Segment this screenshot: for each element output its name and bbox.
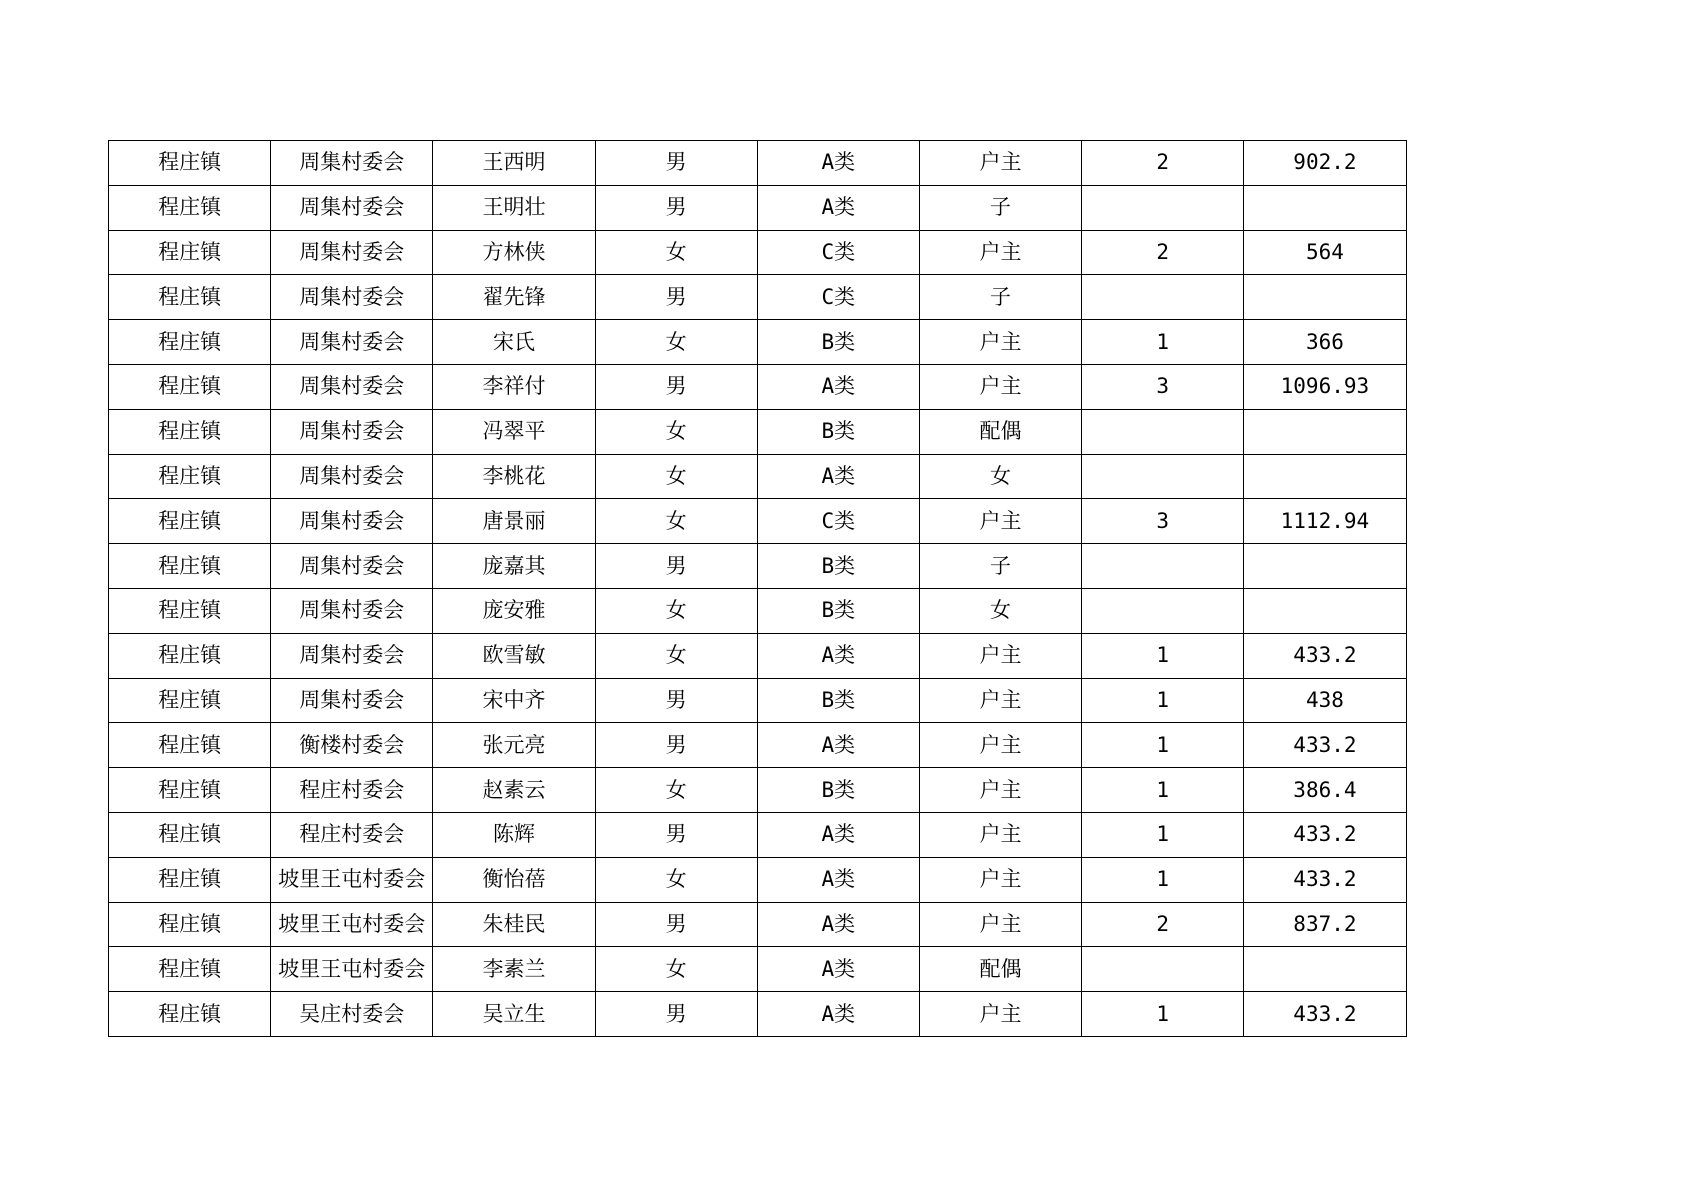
village-committee-cell: 吴庄村委会 xyxy=(271,992,433,1037)
relation-cell: 子 xyxy=(919,544,1081,589)
category-cell: B类 xyxy=(757,678,919,723)
table-row xyxy=(109,320,1407,365)
gender-cell: 女 xyxy=(595,230,757,275)
household-size-cell xyxy=(1082,947,1244,992)
table-row xyxy=(109,857,1407,902)
village-committee-cell: 程庄村委会 xyxy=(271,768,433,813)
household-size-cell: 1 xyxy=(1082,768,1244,813)
town-cell: 程庄镇 xyxy=(109,454,271,499)
village-committee-cell: 周集村委会 xyxy=(271,633,433,678)
village-committee-cell: 周集村委会 xyxy=(271,454,433,499)
amount-cell xyxy=(1244,185,1406,230)
category-cell: A类 xyxy=(757,633,919,678)
amount-cell xyxy=(1244,409,1406,454)
name-cell: 宋氏 xyxy=(433,320,595,365)
table-row xyxy=(109,992,1407,1037)
village-committee-cell: 周集村委会 xyxy=(271,320,433,365)
table-row xyxy=(109,141,1407,186)
village-committee-cell: 周集村委会 xyxy=(271,364,433,409)
gender-cell: 女 xyxy=(595,320,757,365)
household-size-cell xyxy=(1082,185,1244,230)
amount-cell: 1096.93 xyxy=(1244,364,1406,409)
category-cell: A类 xyxy=(757,947,919,992)
household-size-cell: 3 xyxy=(1082,499,1244,544)
village-committee-cell: 程庄村委会 xyxy=(271,812,433,857)
amount-cell: 1112.94 xyxy=(1244,499,1406,544)
gender-cell: 男 xyxy=(595,364,757,409)
gender-cell: 男 xyxy=(595,678,757,723)
relation-cell: 女 xyxy=(919,588,1081,633)
gender-cell: 男 xyxy=(595,812,757,857)
relation-cell: 户主 xyxy=(919,992,1081,1037)
gender-cell: 女 xyxy=(595,633,757,678)
village-committee-cell: 周集村委会 xyxy=(271,588,433,633)
gender-cell: 男 xyxy=(595,275,757,320)
town-cell: 程庄镇 xyxy=(109,723,271,768)
amount-cell xyxy=(1244,454,1406,499)
category-cell: A类 xyxy=(757,992,919,1037)
relation-cell: 户主 xyxy=(919,230,1081,275)
table-row xyxy=(109,499,1407,544)
name-cell: 欧雪敏 xyxy=(433,633,595,678)
town-cell: 程庄镇 xyxy=(109,185,271,230)
gender-cell: 男 xyxy=(595,141,757,186)
amount-cell: 564 xyxy=(1244,230,1406,275)
amount-cell: 433.2 xyxy=(1244,992,1406,1037)
category-cell: C类 xyxy=(757,499,919,544)
amount-cell: 366 xyxy=(1244,320,1406,365)
household-size-cell: 2 xyxy=(1082,230,1244,275)
town-cell: 程庄镇 xyxy=(109,409,271,454)
relation-cell: 户主 xyxy=(919,678,1081,723)
amount-cell: 433.2 xyxy=(1244,857,1406,902)
village-committee-cell: 周集村委会 xyxy=(271,409,433,454)
relation-cell: 配偶 xyxy=(919,409,1081,454)
town-cell: 程庄镇 xyxy=(109,768,271,813)
name-cell: 方林侠 xyxy=(433,230,595,275)
gender-cell: 女 xyxy=(595,768,757,813)
amount-cell: 433.2 xyxy=(1244,723,1406,768)
table-row xyxy=(109,812,1407,857)
amount-cell: 902.2 xyxy=(1244,141,1406,186)
village-committee-cell: 坡里王屯村委会 xyxy=(271,947,433,992)
town-cell: 程庄镇 xyxy=(109,857,271,902)
gender-cell: 男 xyxy=(595,544,757,589)
household-size-cell: 1 xyxy=(1082,320,1244,365)
name-cell: 朱桂民 xyxy=(433,902,595,947)
amount-cell: 438 xyxy=(1244,678,1406,723)
town-cell: 程庄镇 xyxy=(109,633,271,678)
amount-cell: 433.2 xyxy=(1244,633,1406,678)
town-cell: 程庄镇 xyxy=(109,230,271,275)
table-row xyxy=(109,947,1407,992)
relation-cell: 户主 xyxy=(919,902,1081,947)
relation-cell: 女 xyxy=(919,454,1081,499)
gender-cell: 女 xyxy=(595,947,757,992)
category-cell: A类 xyxy=(757,364,919,409)
relation-cell: 户主 xyxy=(919,141,1081,186)
town-cell: 程庄镇 xyxy=(109,992,271,1037)
amount-cell: 837.2 xyxy=(1244,902,1406,947)
relation-cell: 户主 xyxy=(919,320,1081,365)
household-size-cell xyxy=(1082,588,1244,633)
table-row xyxy=(109,454,1407,499)
town-cell: 程庄镇 xyxy=(109,812,271,857)
amount-cell xyxy=(1244,544,1406,589)
name-cell: 翟先锋 xyxy=(433,275,595,320)
gender-cell: 男 xyxy=(595,902,757,947)
name-cell: 赵素云 xyxy=(433,768,595,813)
relation-cell: 户主 xyxy=(919,633,1081,678)
name-cell: 冯翠平 xyxy=(433,409,595,454)
category-cell: B类 xyxy=(757,768,919,813)
name-cell: 宋中齐 xyxy=(433,678,595,723)
household-size-cell: 1 xyxy=(1082,723,1244,768)
gender-cell: 男 xyxy=(595,723,757,768)
amount-cell xyxy=(1244,947,1406,992)
name-cell: 李祥付 xyxy=(433,364,595,409)
category-cell: A类 xyxy=(757,454,919,499)
town-cell: 程庄镇 xyxy=(109,947,271,992)
gender-cell: 女 xyxy=(595,409,757,454)
village-committee-cell: 周集村委会 xyxy=(271,230,433,275)
category-cell: B类 xyxy=(757,320,919,365)
household-size-cell: 1 xyxy=(1082,812,1244,857)
amount-cell: 386.4 xyxy=(1244,768,1406,813)
table-row xyxy=(109,275,1407,320)
household-size-cell: 2 xyxy=(1082,141,1244,186)
amount-cell xyxy=(1244,275,1406,320)
relation-cell: 配偶 xyxy=(919,947,1081,992)
village-committee-cell: 周集村委会 xyxy=(271,678,433,723)
table-row xyxy=(109,723,1407,768)
beneficiary-table xyxy=(108,140,1407,1037)
town-cell: 程庄镇 xyxy=(109,678,271,723)
table-row xyxy=(109,409,1407,454)
name-cell: 张元亮 xyxy=(433,723,595,768)
category-cell: B类 xyxy=(757,544,919,589)
name-cell: 吴立生 xyxy=(433,992,595,1037)
table-row xyxy=(109,678,1407,723)
village-committee-cell: 周集村委会 xyxy=(271,544,433,589)
category-cell: A类 xyxy=(757,141,919,186)
name-cell: 李桃花 xyxy=(433,454,595,499)
town-cell: 程庄镇 xyxy=(109,275,271,320)
table-row xyxy=(109,364,1407,409)
household-size-cell: 1 xyxy=(1082,857,1244,902)
gender-cell: 女 xyxy=(595,454,757,499)
table-row xyxy=(109,544,1407,589)
relation-cell: 户主 xyxy=(919,364,1081,409)
household-size-cell xyxy=(1082,544,1244,589)
table-row xyxy=(109,633,1407,678)
town-cell: 程庄镇 xyxy=(109,364,271,409)
town-cell: 程庄镇 xyxy=(109,544,271,589)
category-cell: B类 xyxy=(757,588,919,633)
household-size-cell: 1 xyxy=(1082,678,1244,723)
household-size-cell xyxy=(1082,454,1244,499)
table-row xyxy=(109,588,1407,633)
gender-cell: 女 xyxy=(595,499,757,544)
village-committee-cell: 周集村委会 xyxy=(271,499,433,544)
gender-cell: 男 xyxy=(595,992,757,1037)
table-row xyxy=(109,902,1407,947)
town-cell: 程庄镇 xyxy=(109,141,271,186)
relation-cell: 户主 xyxy=(919,857,1081,902)
name-cell: 陈辉 xyxy=(433,812,595,857)
name-cell: 衡怡蓓 xyxy=(433,857,595,902)
relation-cell: 子 xyxy=(919,185,1081,230)
name-cell: 庞嘉其 xyxy=(433,544,595,589)
category-cell: C类 xyxy=(757,230,919,275)
gender-cell: 女 xyxy=(595,588,757,633)
relation-cell: 户主 xyxy=(919,723,1081,768)
village-committee-cell: 坡里王屯村委会 xyxy=(271,857,433,902)
table-row xyxy=(109,185,1407,230)
amount-cell: 433.2 xyxy=(1244,812,1406,857)
household-size-cell: 3 xyxy=(1082,364,1244,409)
table-body xyxy=(109,141,1407,1037)
category-cell: A类 xyxy=(757,185,919,230)
name-cell: 王西明 xyxy=(433,141,595,186)
household-size-cell xyxy=(1082,275,1244,320)
category-cell: C类 xyxy=(757,275,919,320)
household-size-cell: 2 xyxy=(1082,902,1244,947)
name-cell: 庞安雅 xyxy=(433,588,595,633)
village-committee-cell: 周集村委会 xyxy=(271,141,433,186)
category-cell: A类 xyxy=(757,902,919,947)
category-cell: B类 xyxy=(757,409,919,454)
relation-cell: 户主 xyxy=(919,812,1081,857)
village-committee-cell: 衡楼村委会 xyxy=(271,723,433,768)
table-row xyxy=(109,230,1407,275)
category-cell: A类 xyxy=(757,812,919,857)
household-size-cell: 1 xyxy=(1082,992,1244,1037)
village-committee-cell: 周集村委会 xyxy=(271,275,433,320)
gender-cell: 男 xyxy=(595,185,757,230)
village-committee-cell: 周集村委会 xyxy=(271,185,433,230)
amount-cell xyxy=(1244,588,1406,633)
name-cell: 唐景丽 xyxy=(433,499,595,544)
town-cell: 程庄镇 xyxy=(109,499,271,544)
relation-cell: 户主 xyxy=(919,768,1081,813)
town-cell: 程庄镇 xyxy=(109,588,271,633)
category-cell: A类 xyxy=(757,857,919,902)
household-size-cell: 1 xyxy=(1082,633,1244,678)
name-cell: 李素兰 xyxy=(433,947,595,992)
village-committee-cell: 坡里王屯村委会 xyxy=(271,902,433,947)
town-cell: 程庄镇 xyxy=(109,320,271,365)
name-cell: 王明壮 xyxy=(433,185,595,230)
category-cell: A类 xyxy=(757,723,919,768)
gender-cell: 女 xyxy=(595,857,757,902)
household-size-cell xyxy=(1082,409,1244,454)
town-cell: 程庄镇 xyxy=(109,902,271,947)
relation-cell: 户主 xyxy=(919,499,1081,544)
table-row xyxy=(109,768,1407,813)
relation-cell: 子 xyxy=(919,275,1081,320)
